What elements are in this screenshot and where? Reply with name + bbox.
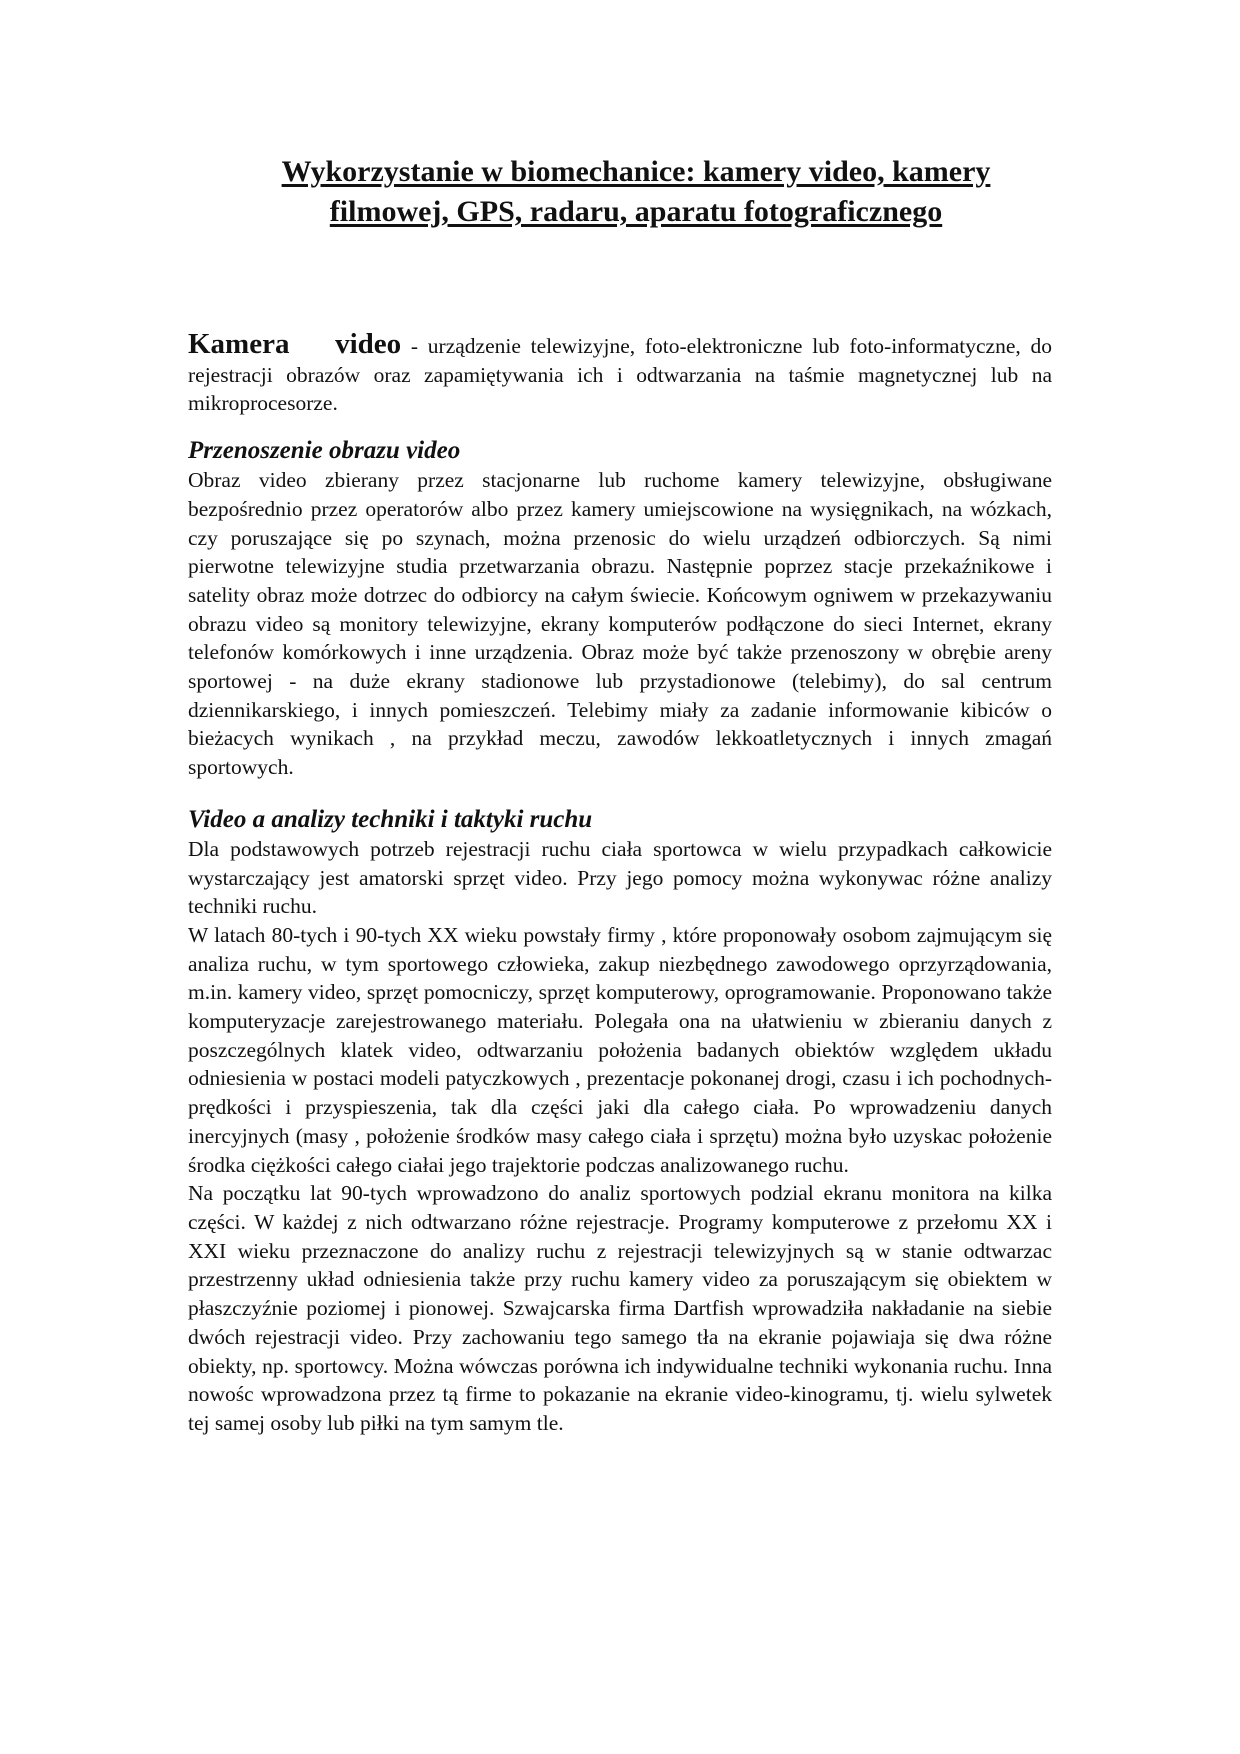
body-paragraph: Obraz video zbierany przez stacjonarne lub ruchome kamery telewizyjne, obsługiwane bezpośrednio przez operatorów albo przez kamery umiejscowione na wysięgnikach, na wózkach, czy poruszające się po szynach, można przenosic do wielu urządzeń odbiorczych. Są nimi pierwotne telewizyjne studia przetwarzania obrazu. Następnie poprzez stacje przekaźnikowe i satelity obraz może dotrzec do odbiorcy na całym świecie. Końcowym ogniwem w przekazywaniu obrazu video są monitory telewizyjne, ekrany komputerów podłączone do sieci Internet, ekrany telefonów komórkowych i inne urządzenia. Obraz może być także przenoszony w obrębie areny sportowej - na duże ekrany stadionowe lub przystadionowe (telebimy), do sal centrum dziennikarskiego, i innych pomieszczeń. Telebimy miały za zadanie informowanie kibiców o bieżacych wynikach , na przykład meczu, zawodów lekkoatletycznych i innych zmagań sportowych.: [188, 468, 1052, 780]
body-paragraph: Dla podstawowych potrzeb rejestracji ruchu ciała sportowca w wielu przypadkach całkowicie wystarczający jest amatorski sprzęt video. Przy jego pomocy można wykonywac różne analizy techniki ruchu.: [188, 836, 1052, 919]
body-paragraph: Na początku lat 90-tych wprowadzono do analiz sportowych podzial ekranu monitora na kilka części. W każdej z nich odtwarzano różne rejestracje. Programy komputerowe z przełomu XX i XXI wieku przeznaczone do analizy ruchu z rejestracji telewizyjnych są w stanie odtwarzac przestrzenny układ odniesienia także przy ruchu kamery video za poruszającym się obiektem w płaszczyźnie poziomej i pionowej. Szwajcarska firma Dartfish wprowadziła nakładanie na siebie dwóch rejestracji video. Przy zachowaniu tego samego tła na ekranie pojawiaja się dwa różne obiekty, np. sportowcy. Można wówczas porówna ich indywidualne techniki wykonania ruchu. Inna nowośc wprowadzona przez tą firme to pokazanie na ekranie video-kinogramu, tj. wielu sylwetek tej samej osoby lub piłki na tym samym tle.: [188, 1181, 1052, 1435]
section-heading-przenoszenie: Przenoszenie obrazu video: [188, 437, 461, 465]
intro-paragraph: [188, 330, 1052, 418]
body-paragraph: W latach 80-tych i 90-tych XX wieku powstały firmy , które proponowały osobom zajmującym się analiza ruchu, w tym sportowego człowieka, zakup niezbędnego zawodowego oprzyrządowania, m.in. kamery video, sprzęt pomocniczy, sprzęt komputerowy, oprogramowanie. Proponowano także komputeryzacje zarejestrowanego materiału. Polegała ona na ułatwieniu w zbieraniu danych z poszczególnych klatek video, odtwarzaniu położenia badanych obiektów względem układu odniesienia w postaci modeli patyczkowych , prezentacje pokonanej drogi, czasu i ich pochodnych-prędkości i przyspieszenia, tak dla części jaki dla całego ciała. Po wprowadzeniu danych inercyjnych (masy , położenie środków masy całego ciała i sprzętu) można było uzyskac położenie środka ciężkości całego ciałai jego trajektorie podczas analizowanego ruchu.: [188, 922, 1052, 1177]
document-title: Wykorzystanie w biomechanice: kamery video, kamery filmowej, GPS, radaru, aparatu fotograficznego: [281, 155, 991, 228]
document-body: [188, 330, 1052, 1438]
section-heading-analizy: Video a analizy techniki i taktyki ruchu: [188, 805, 593, 833]
intro-text: - urządzenie telewizyjne, foto-elektroniczne lub foto-informatyczne, do rejestracji obrazów oraz zapamiętywania ich i odtwarzania na taśmie magnetycznej lub na mikroprocesorze.: [188, 334, 1052, 416]
intro-term: Kamera video: [188, 328, 402, 360]
